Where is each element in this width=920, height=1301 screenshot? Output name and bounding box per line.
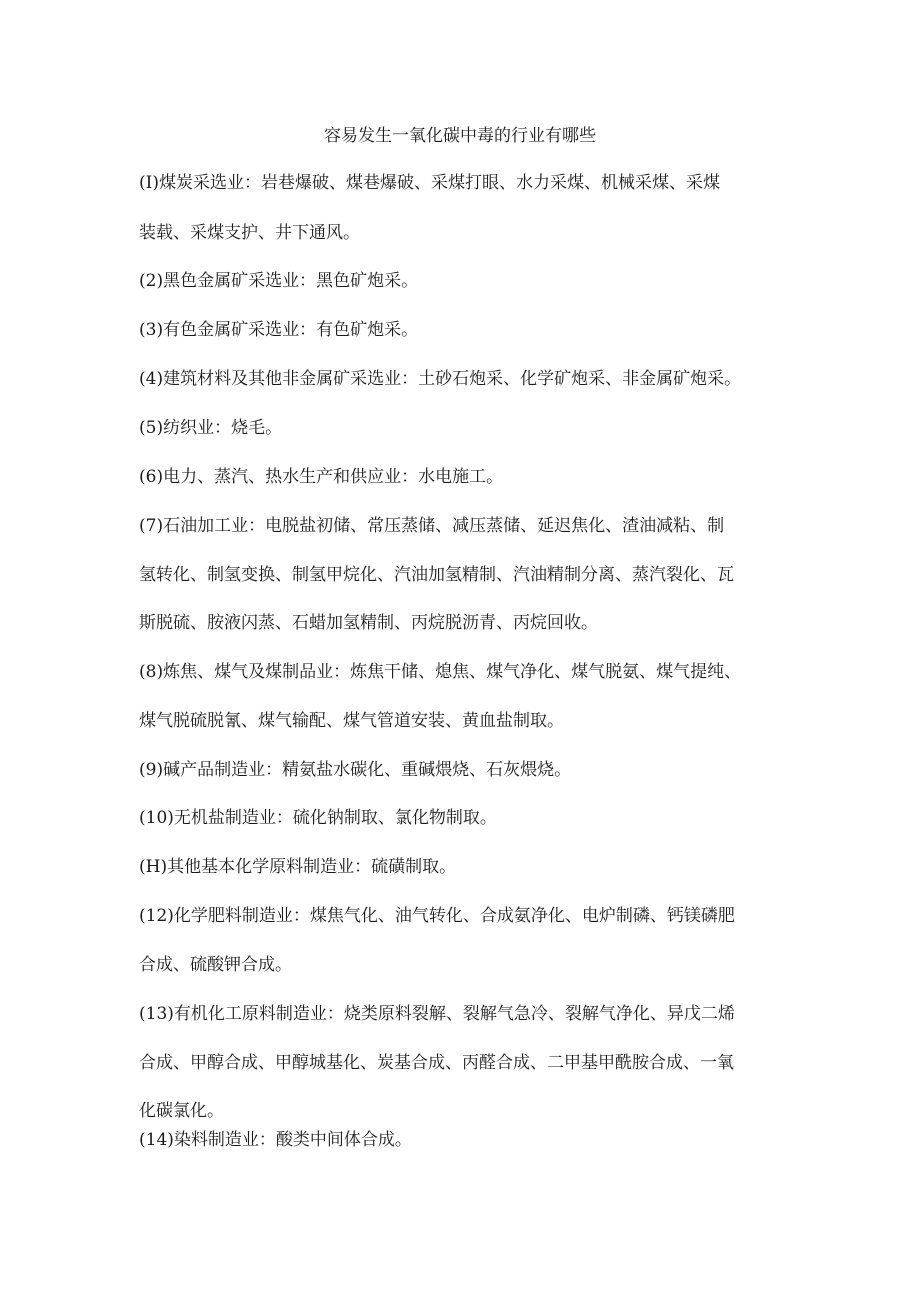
text-line-7-1: (7)石油加工业：电脱盐初储、常压蒸储、减压蒸储、延迟焦化、渣油减粘、制 [139,516,725,536]
text-line-7-3: 斯脱硫、胺液闪蒸、石蜡加氢精制、丙烷脱沥青、丙烷回收。 [139,613,598,633]
text-line-14: (14)染料制造业：酸类中间体合成。 [139,1130,412,1150]
text-line-7-2: 氢转化、制氢变换、制氢甲烷化、汽油加氢精制、汽油精制分离、蒸汽裂化、瓦 [139,565,734,585]
text-line-10: (10)无机盐制造业：硫化钠制取、氯化物制取。 [139,808,497,828]
text-line-13-3: 化碳氯化。 [139,1101,224,1121]
text-line-13-1: (13)有机化工原料制造业：烧类原料裂解、裂解气急冷、裂解气净化、异戊二烯 [139,1004,735,1024]
text-line-1-2: 装载、采煤支护、井下通风。 [139,223,360,243]
text-line-8-2: 煤气脱硫脱氰、煤气输配、煤气管道安装、黄血盐制取。 [139,711,564,731]
text-line-9: (9)碱产品制造业：精氨盐水碳化、重碱煨烧、石灰煨烧。 [139,760,572,780]
text-line-6: (6)电力、蒸汽、热水生产和供应业：水电施工。 [139,467,504,487]
document-title: 容易发生一氧化碳中毒的行业有哪些 [324,126,596,146]
text-line-11: (H)其他基本化学原料制造业：硫磺制取。 [139,857,457,877]
text-line-12-2: 合成、硫酸钾合成。 [139,955,292,975]
text-line-1-1: (I)煤炭采选业：岩巷爆破、煤巷爆破、采煤打眼、水力采煤、机械采煤、采煤 [139,173,720,193]
text-line-3: (3)有色金属矿采选业：有色矿炮采。 [139,320,419,340]
text-line-5: (5)纺织业：烧毛。 [139,418,283,438]
text-line-4: (4)建筑材料及其他非金属矿采选业：土砂石炮采、化学矿炮采、非金属矿炮采。 [139,369,742,389]
text-line-13-2: 合成、甲醇合成、甲醇城基化、炭基合成、丙醛合成、二甲基甲酰胺合成、一氧 [139,1053,734,1073]
text-line-12-1: (12)化学肥料制造业：煤焦气化、油气转化、合成氨净化、电炉制磷、钙镁磷肥 [139,906,735,926]
text-line-2: (2)黑色金属矿采选业：黑色矿炮采。 [139,271,419,291]
text-line-8-1: (8)炼焦、煤气及煤制品业：炼焦干储、熄焦、煤气净化、煤气脱氨、煤气提纯、 [139,662,742,682]
